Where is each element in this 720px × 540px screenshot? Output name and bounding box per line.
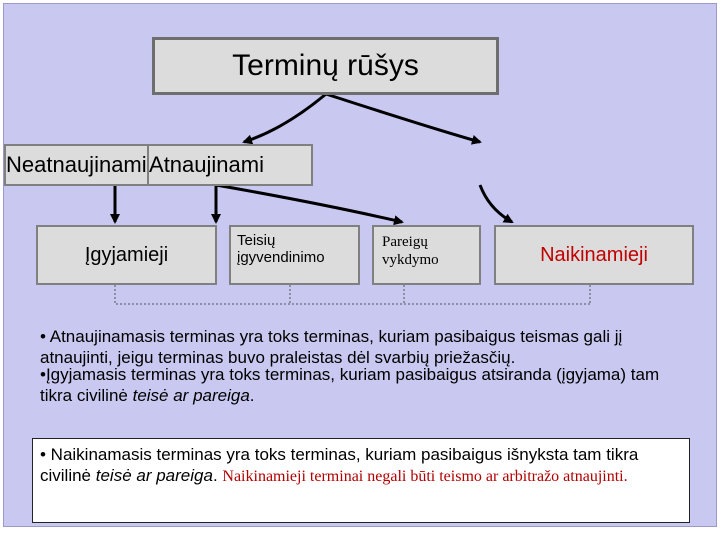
diagram-title: Terminų rūšys <box>152 37 499 95</box>
arrow-title-to-nonrenewable <box>326 94 480 142</box>
arrow-title-to-renewable <box>244 94 326 142</box>
desc-extinctive-end: . <box>212 466 223 485</box>
arrow-nonrenewable-to-extinctive <box>480 185 512 222</box>
desc-acquisitive-italic: teisė ar pareiga <box>132 386 250 405</box>
node-renewable: Atnaujinami <box>100 144 313 186</box>
duties-line-2: vykdymo <box>382 252 439 268</box>
slide <box>3 3 717 527</box>
node-non-renewable: Neatnaujinami <box>4 144 149 186</box>
rights-line-2: įgyvendinimo <box>237 249 325 266</box>
arrow-renewable-to-duties <box>216 185 402 222</box>
descriptions <box>40 326 690 485</box>
dotted-guides <box>115 285 590 304</box>
desc-extinctive-note: Naikinamieji terminai negali būti teismo ar arbitražo atnaujinti. <box>222 468 628 485</box>
desc-acquisitive <box>40 364 690 406</box>
desc-renewable: • Atnaujinamasis terminas yra toks terminas, kuriam pasibaigus teismas gali jį atnaujinti, jeigu terminas buvo praleistas dėl svarbių priežasčių. <box>40 327 623 367</box>
node-duties-performance <box>372 225 481 285</box>
desc-extinctive-box <box>32 438 690 523</box>
duties-line-1: Pareigų <box>382 234 428 250</box>
node-rights-exercise <box>229 225 360 285</box>
node-acquisitive: Įgyjamieji <box>36 225 217 285</box>
desc-acquisitive-text: •Įgyjamasis terminas yra toks terminas, kuriam pasibaigus atsiranda (įgyjama) tam tikra civilinė <box>40 365 660 405</box>
desc-extinctive-text: • Naikinamasis terminas yra toks terminas, kuriam pasibaigus išnyksta tam tikra civilinė <box>40 445 639 485</box>
rights-line-1: Teisių <box>237 232 276 249</box>
desc-extinctive-italic: teisė ar pareiga <box>95 466 213 485</box>
desc-acquisitive-end: . <box>249 386 255 405</box>
node-extinctive: Naikinamieji <box>494 225 694 285</box>
